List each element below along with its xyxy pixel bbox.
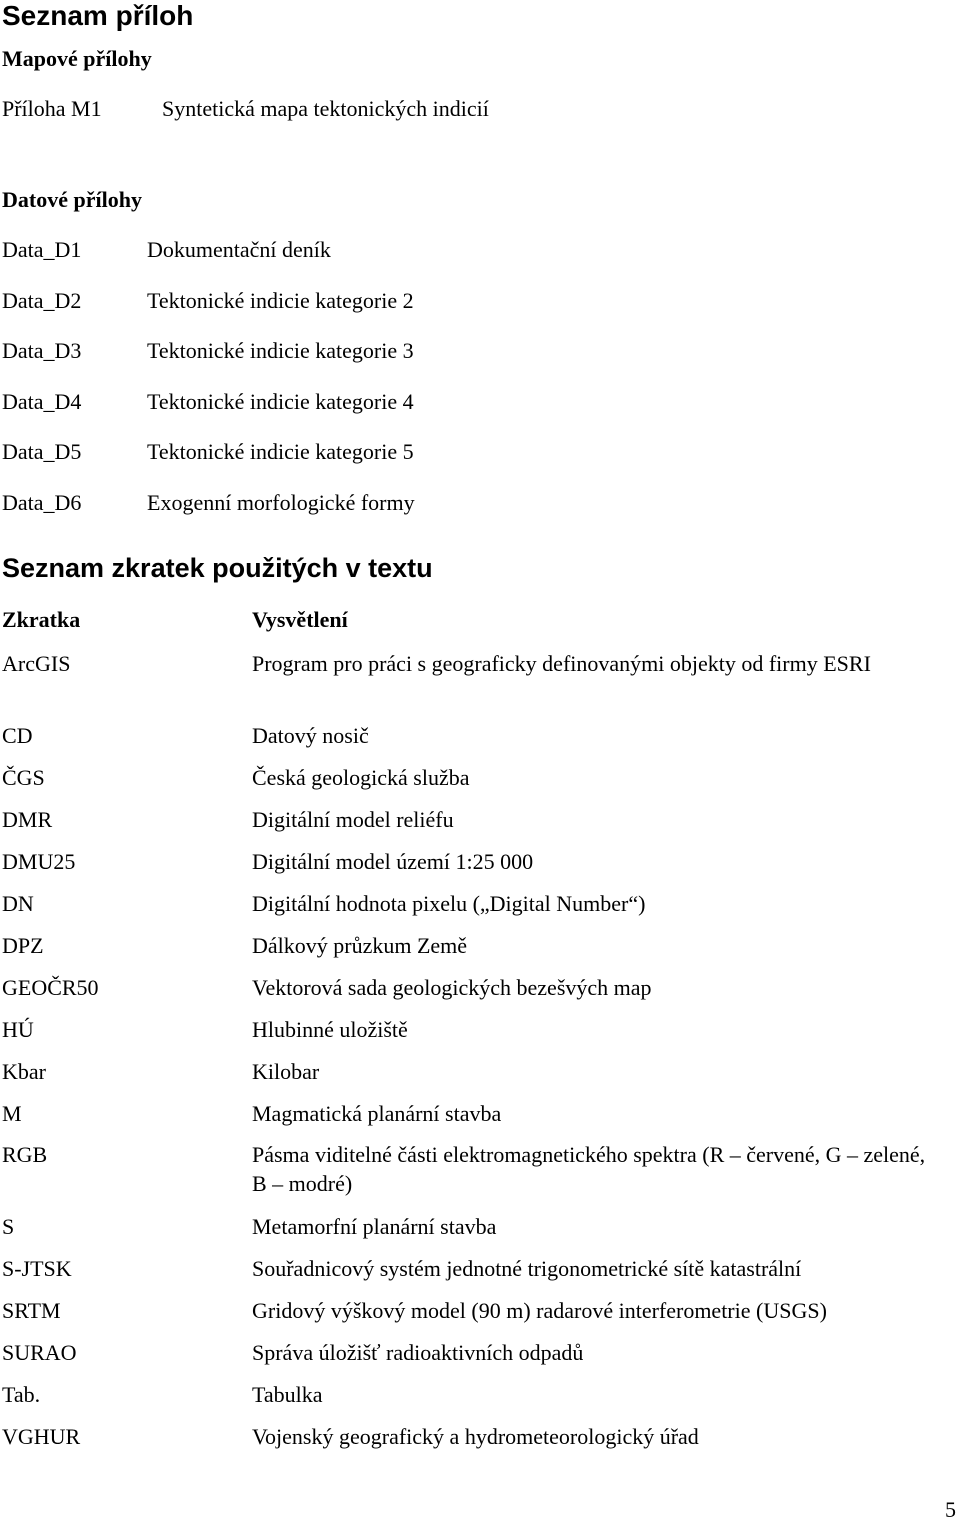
abbreviation-explanation: Metamorfní planární stavba [252, 1214, 497, 1239]
attachment-label: Tektonické indicie kategorie 4 [147, 389, 414, 414]
attachment-code: Data_D3 [2, 338, 82, 363]
abbreviation: DMR [2, 807, 53, 832]
abbreviation-explanation: Gridový výškový model (90 m) radarové interferometrie (USGS) [252, 1298, 827, 1323]
page-title: Seznam příloh [2, 0, 194, 31]
attachment-label: Tektonické indicie kategorie 2 [147, 288, 414, 313]
attachment-label: Syntetická mapa tektonických indicií [162, 96, 489, 121]
abbreviation-explanation: Pásma viditelné části elektromagnetického spektra (R – červené, G – zelené, B – modré) [252, 1142, 926, 1196]
attachment-code: Data_D1 [2, 237, 82, 262]
abbreviation-explanation: Hlubinné uložiště [252, 1017, 408, 1042]
abbreviation: GEOČR50 [2, 975, 99, 1000]
attachment-code: Data_D5 [2, 439, 82, 464]
column-header-abbreviation: Zkratka [2, 607, 81, 632]
abbreviation-explanation: Vektorová sada geologických bezešvých map [252, 975, 652, 1000]
abbreviation: HÚ [2, 1017, 34, 1042]
abbreviation-explanation: Dálkový průzkum Země [252, 933, 468, 958]
data-attachments-heading: Datové přílohy [2, 187, 142, 212]
attachment-label: Dokumentační deník [147, 237, 331, 262]
abbreviation: S [2, 1214, 15, 1239]
attachment-code: Data_D4 [2, 389, 82, 414]
abbreviation-explanation: Vojenský geografický a hydrometeorologický úřad [252, 1424, 699, 1449]
abbreviation: SURAO [2, 1340, 77, 1365]
abbreviation-explanation: Souřadnicový systém jednotné trigonometrické sítě katastrální [252, 1256, 802, 1281]
abbreviation: RGB [2, 1142, 48, 1167]
abbreviation-explanation: Magmatická planární stavba [252, 1101, 502, 1126]
abbreviation-explanation: Digitální model území 1:25 000 [252, 849, 534, 874]
attachment-label: Exogenní morfologické formy [147, 490, 415, 515]
abbreviation: ČGS [2, 765, 45, 790]
abbreviation: DPZ [2, 933, 44, 958]
abbreviation: S-JTSK [2, 1256, 72, 1281]
attachment-label: Tektonické indicie kategorie 5 [147, 439, 414, 464]
abbreviation: DN [2, 891, 34, 916]
abbreviation: CD [2, 723, 33, 748]
abbreviation-explanation: Digitální hodnota pixelu („Digital Number“) [252, 891, 646, 916]
page-number: 5 [945, 1497, 956, 1522]
abbreviation-explanation: Kilobar [252, 1059, 320, 1084]
abbreviation: Tab. [2, 1382, 41, 1407]
attachment-code: Data_D6 [2, 490, 82, 515]
abbreviation: VGHUR [2, 1424, 81, 1449]
abbreviation-explanation: Česká geologická služba [252, 765, 470, 790]
abbreviation-explanation: Tabulka [252, 1382, 323, 1407]
abbreviation: Kbar [2, 1059, 46, 1084]
abbreviations-heading: Seznam zkratek použitých v textu [2, 553, 433, 583]
column-header-explanation: Vysvětlení [252, 607, 348, 632]
abbreviation-explanation: Program pro práci s geograficky definovanými objekty od firmy ESRI [252, 651, 871, 676]
abbreviation: DMU25 [2, 849, 76, 874]
abbreviation: SRTM [2, 1298, 61, 1323]
attachment-code: Příloha M1 [2, 96, 102, 121]
abbreviation: ArcGIS [2, 651, 71, 676]
abbreviation: M [2, 1101, 22, 1126]
abbreviation-explanation: Správa úložišť radioaktivních odpadů [252, 1340, 584, 1365]
map-attachments-heading: Mapové přílohy [2, 46, 152, 71]
attachment-label: Tektonické indicie kategorie 3 [147, 338, 414, 363]
abbreviation-explanation: Digitální model reliéfu [252, 807, 454, 832]
attachment-code: Data_D2 [2, 288, 82, 313]
abbreviation-explanation: Datový nosič [252, 723, 369, 748]
